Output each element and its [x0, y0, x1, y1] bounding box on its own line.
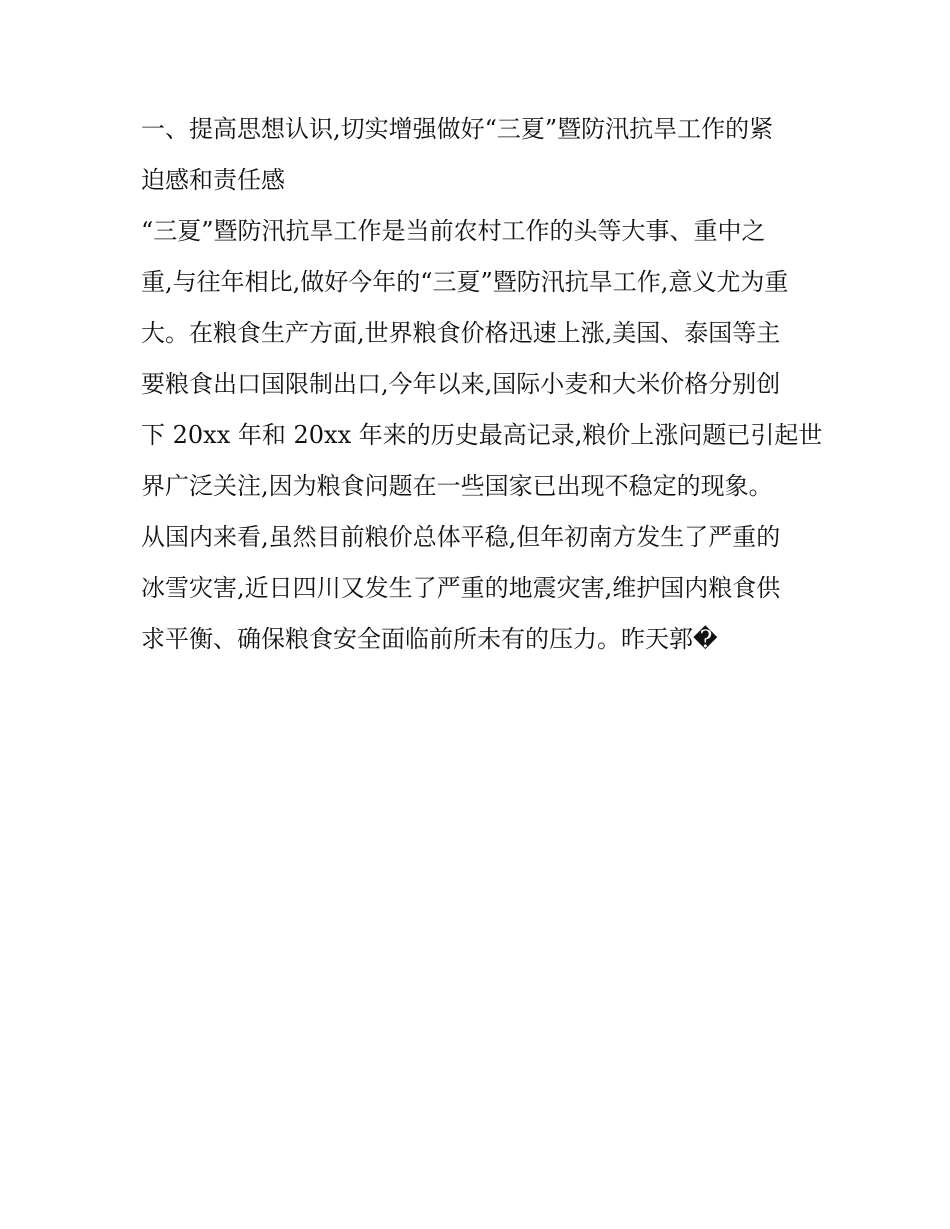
paragraph-line: 重,与往年相比,做好今年的“三夏”暨防汛抗旱工作,意义尤为重 [141, 268, 789, 296]
paragraph-line: 冰雪灾害,近日四川又发生了严重的地震灾害,维护国内粮食供 [141, 574, 781, 602]
paragraph-line: 下 20xx 年和 20xx 年来的历史最高记录,粮价上涨问题已引起世 [141, 421, 823, 449]
paragraph-line: 界广泛关注,因为粮食问题在一些国家已出现不稳定的现象。 [141, 472, 773, 500]
paragraph-line: 从国内来看,虽然目前粮价总体平稳,但年初南方发生了严重的 [141, 523, 781, 551]
document-body [141, 104, 821, 665]
paragraph-line: 求平衡、确保粮食安全面临前所未有的压力。昨天郭� [141, 625, 718, 653]
paragraph-line: 大。在粮食生产方面,世界粮食价格迅速上涨,美国、泰国等主 [141, 319, 781, 347]
paragraph-line: 要粮食出口国限制出口,今年以来,国际小麦和大米价格分别创 [141, 370, 781, 398]
paragraph-line: “三夏”暨防汛抗旱工作是当前农村工作的头等大事、重中之 [141, 217, 766, 245]
section-heading-line-1: 一、提高思想认识,切实增强做好“三夏”暨防汛抗旱工作的紧 [141, 115, 774, 143]
section-heading-line-2: 迫感和责任感 [141, 166, 285, 194]
